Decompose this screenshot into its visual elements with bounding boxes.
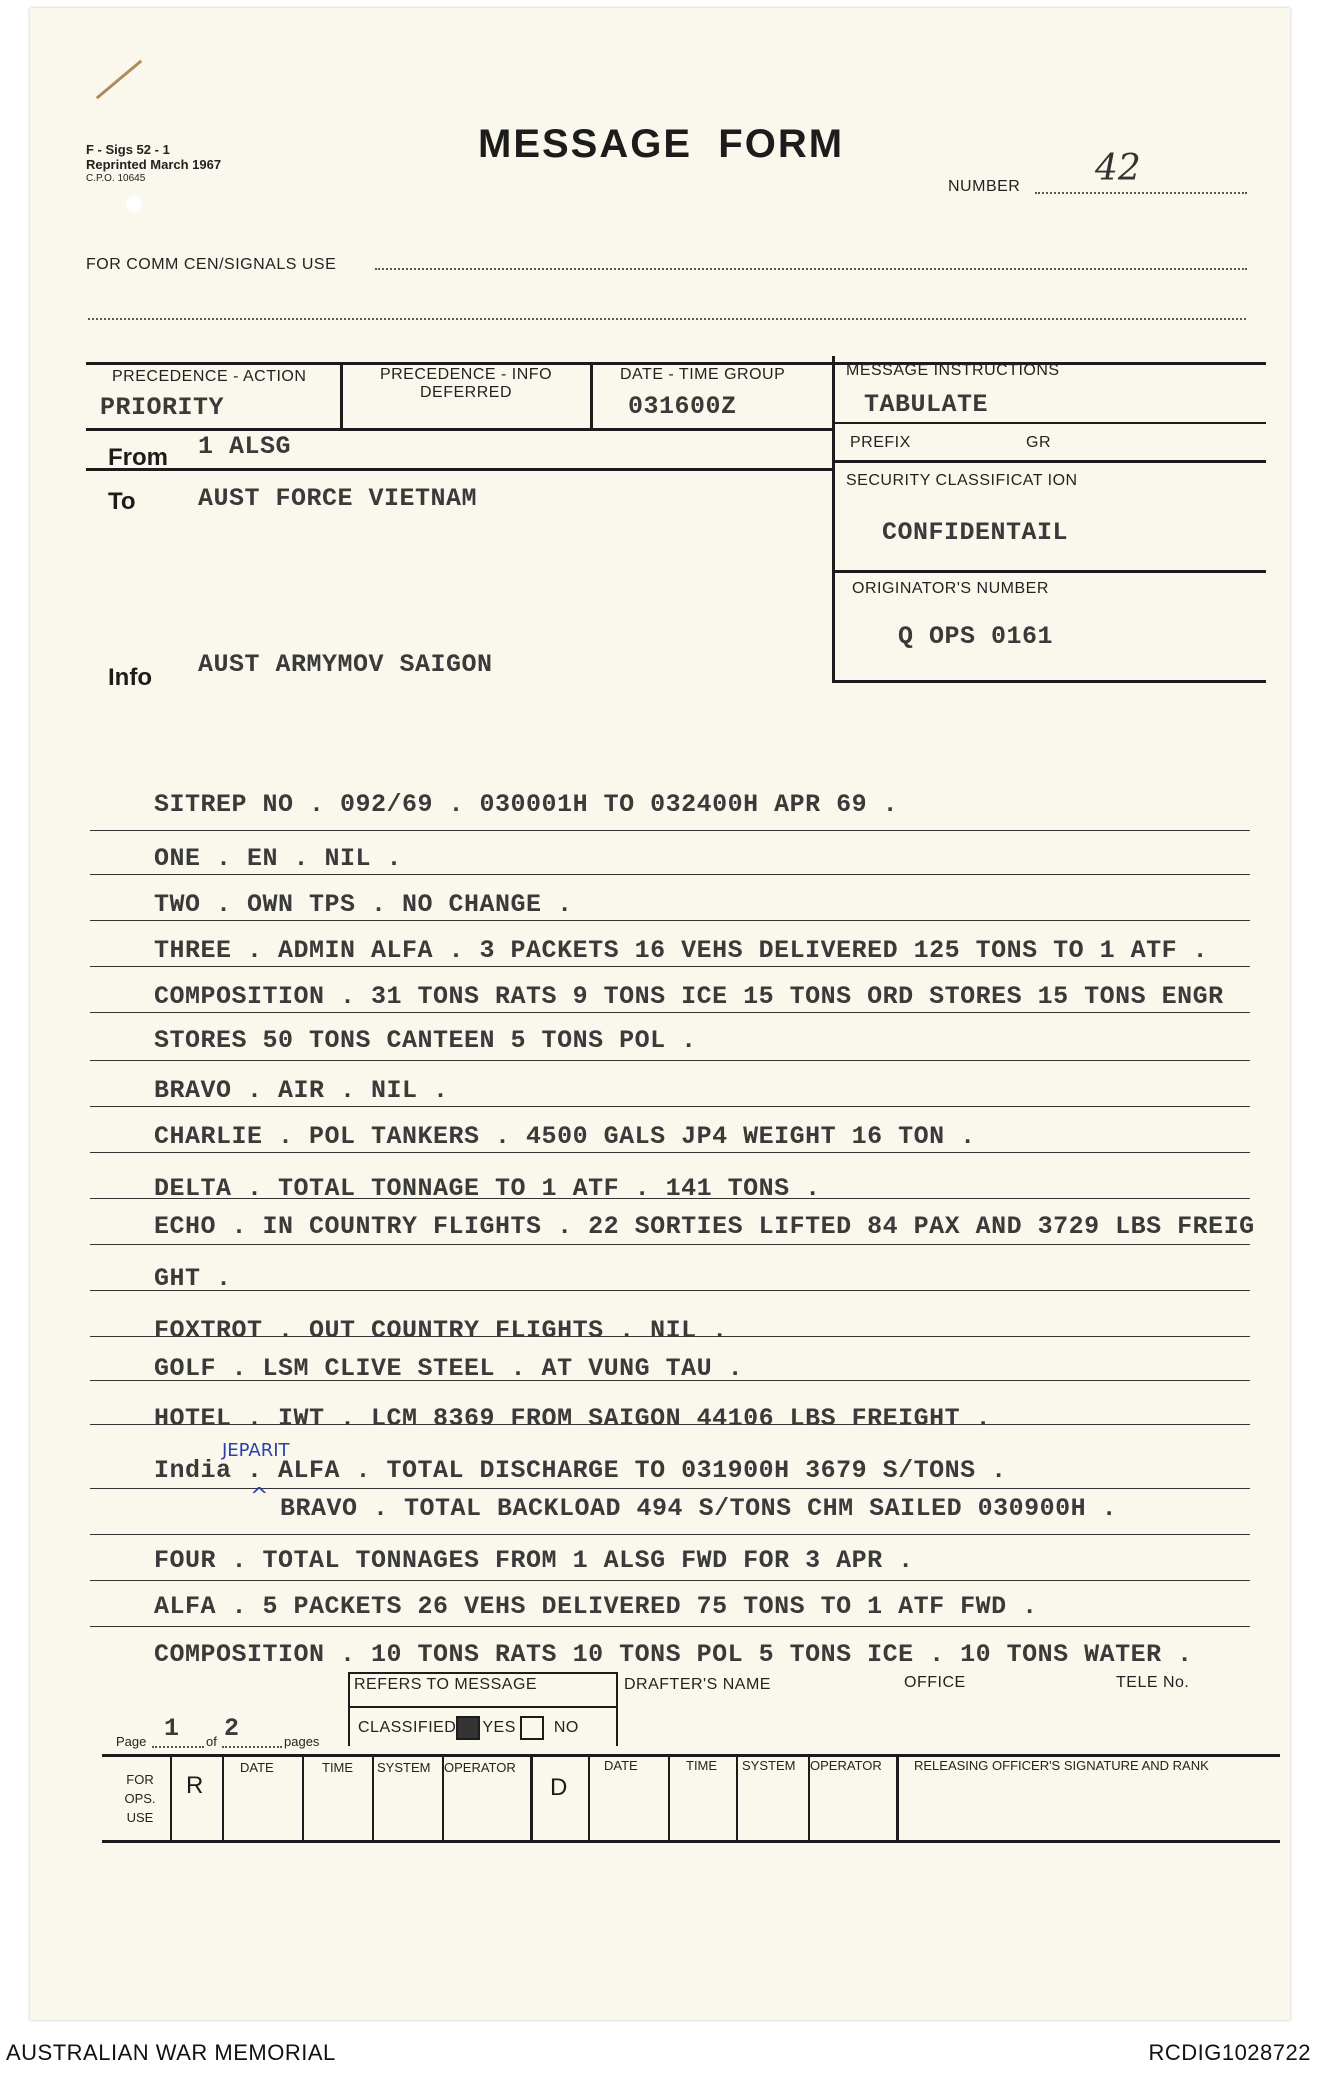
ops-table-top (102, 1754, 1280, 1757)
comm-cen-label: FOR COMM CEN/SIGNALS USE (86, 256, 337, 273)
d-label: D (550, 1774, 568, 1801)
ops-table-bottom (102, 1840, 1280, 1843)
msg-instr-value: TABULATE (864, 390, 989, 419)
punch-hole (126, 196, 142, 212)
body-line: COMPOSITION . 10 TONS RATS 10 TONS POL 5 TONS ICE . 10 TONS WATER . (154, 1640, 1193, 1669)
classified-label: CLASSIFIED (358, 1719, 457, 1737)
footer-right: RCDIG1028722 (1148, 2040, 1311, 2065)
office-label: OFFICE (904, 1674, 966, 1691)
body-line: DELTA . TOTAL TONNAGE TO 1 ATF . 141 TONS . (154, 1174, 821, 1203)
originator-label: ORIGINATOR'S NUMBER (852, 580, 1049, 597)
page-total: 2 (224, 1714, 240, 1743)
no-label: NO (553, 1719, 579, 1737)
info-value: AUST ARMYMOV SAIGON (198, 650, 493, 679)
footer-left: AUSTRALIAN WAR MEMORIAL (6, 2040, 336, 2065)
date-label-1: DATE (240, 1760, 274, 1775)
security-value: CONFIDENTAIL (882, 518, 1069, 547)
number-value: 42 (1095, 148, 1141, 189)
comm-cen-line-1 (375, 268, 1247, 270)
precedence-info-sub: DEFERRED (419, 384, 512, 401)
form-title: MESSAGE FORM (478, 122, 845, 166)
body-line: FOXTROT . OUT COUNTRY FLIGHTS . NIL . (154, 1316, 728, 1345)
body-line: TWO . OWN TPS . NO CHANGE . (154, 890, 573, 919)
security-label: SECURITY CLASSIFICAT ION (846, 472, 1078, 489)
comm-cen-line-2 (88, 318, 1246, 320)
body-line: COMPOSITION . 31 TONS RATS 9 TONS ICE 15 TONS ORD STORES 15 TONS ENGR (154, 982, 1224, 1011)
operator-label-1: OPERATOR (444, 1760, 516, 1775)
body-line: GHT . (154, 1264, 232, 1293)
classified-yes-checkbox[interactable] (456, 1716, 480, 1740)
gr-label: GR (1026, 434, 1051, 451)
time-label-1: TIME (322, 1760, 354, 1775)
for-ops-use-label: FOR OPS. USE (124, 1772, 156, 1825)
caret-mark: ^ (250, 1484, 269, 1509)
prefix-label: PREFIX (850, 434, 911, 451)
system-label-1: SYSTEM (377, 1760, 431, 1775)
body-line: BRAVO . TOTAL BACKLOAD 494 S/TONS CHM SAILED 030900H . (280, 1494, 1118, 1523)
page-label: Page (116, 1734, 147, 1749)
from-value: 1 ALSG (198, 432, 292, 461)
body-line: STORES 50 TONS CANTEEN 5 TONS POL . (154, 1026, 697, 1055)
number-line (1035, 192, 1247, 194)
body-line: THREE . ADMIN ALFA . 3 PACKETS 16 VEHS DELIVERED 125 TONS TO 1 ATF . (154, 936, 1209, 965)
time-label-2: TIME (686, 1758, 718, 1773)
drafter-label: DRAFTER'S NAME (624, 1676, 771, 1693)
dtg-value: 031600Z (628, 392, 737, 421)
classified-no-checkbox[interactable] (520, 1716, 544, 1740)
originator-value: Q OPS 0161 (898, 622, 1054, 651)
page-number: 1 (164, 1714, 180, 1743)
r-label: R (186, 1772, 204, 1799)
info-label: Info (108, 664, 152, 691)
body-line: ONE . EN . NIL . (154, 844, 403, 873)
body-line: India . ALFA . TOTAL DISCHARGE TO 031900H 3679 S/TONS . (154, 1456, 1007, 1485)
of-label: of (206, 1734, 217, 1749)
body-line: ECHO . IN COUNTRY FLIGHTS . 22 SORTIES LIFTED 84 PAX AND 3729 LBS FREIG (154, 1212, 1255, 1241)
to-value: AUST FORCE VIETNAM (198, 484, 478, 513)
body-line: GOLF . LSM CLIVE STEEL . AT VUNG TAU . (154, 1354, 744, 1383)
msg-instr-label: MESSAGE INSTRUCTIONS (846, 362, 1060, 379)
system-label-2: SYSTEM (742, 1758, 796, 1773)
from-label: From (108, 444, 168, 471)
precedence-action-value: PRIORITY (100, 393, 225, 422)
handwritten-annotation: JEPARIT (222, 1440, 290, 1461)
releasing-label: RELEASING OFFICER'S SIGNATURE AND RANK (914, 1758, 1209, 1773)
body-line: FOUR . TOTAL TONNAGES FROM 1 ALSG FWD FOR 3 APR . (154, 1546, 914, 1575)
refers-label: REFERS TO MESSAGE (354, 1676, 538, 1693)
number-label: NUMBER (948, 178, 1021, 195)
form-code-line2: Reprinted March 1967 (86, 157, 222, 172)
precedence-action-label: PRECEDENCE - ACTION (112, 368, 307, 385)
body-line: ALFA . 5 PACKETS 26 VEHS DELIVERED 75 TONS TO 1 ATF FWD . (154, 1592, 1038, 1621)
pages-label: pages (284, 1734, 320, 1749)
header-top-rule (86, 362, 1266, 365)
body-line: HOTEL . IWT . LCM 8369 FROM SAIGON 44106 LBS FREIGHT . (154, 1404, 992, 1433)
form-code-line3: C.P.O. 10645 (86, 173, 146, 184)
classified-field (358, 1716, 579, 1740)
date-label-2: DATE (604, 1758, 638, 1773)
operator-label-2: OPERATOR (810, 1758, 882, 1773)
precedence-info-label: PRECEDENCE - INFO (379, 366, 553, 383)
yes-label: YES (482, 1719, 516, 1737)
to-label: To (108, 488, 136, 515)
body-line: CHARLIE . POL TANKERS . 4500 GALS JP4 WEIGHT 16 TON . (154, 1122, 976, 1151)
message-form-sheet (30, 8, 1290, 2020)
tele-label: TELE No. (1116, 1674, 1190, 1691)
form-code-line1: F - Sigs 52 - 1 (86, 142, 170, 157)
dtg-label: DATE - TIME GROUP (620, 366, 786, 383)
body-line: SITREP NO . 092/69 . 030001H TO 032400H APR 69 . (154, 790, 899, 819)
body-line: BRAVO . AIR . NIL . (154, 1076, 449, 1105)
